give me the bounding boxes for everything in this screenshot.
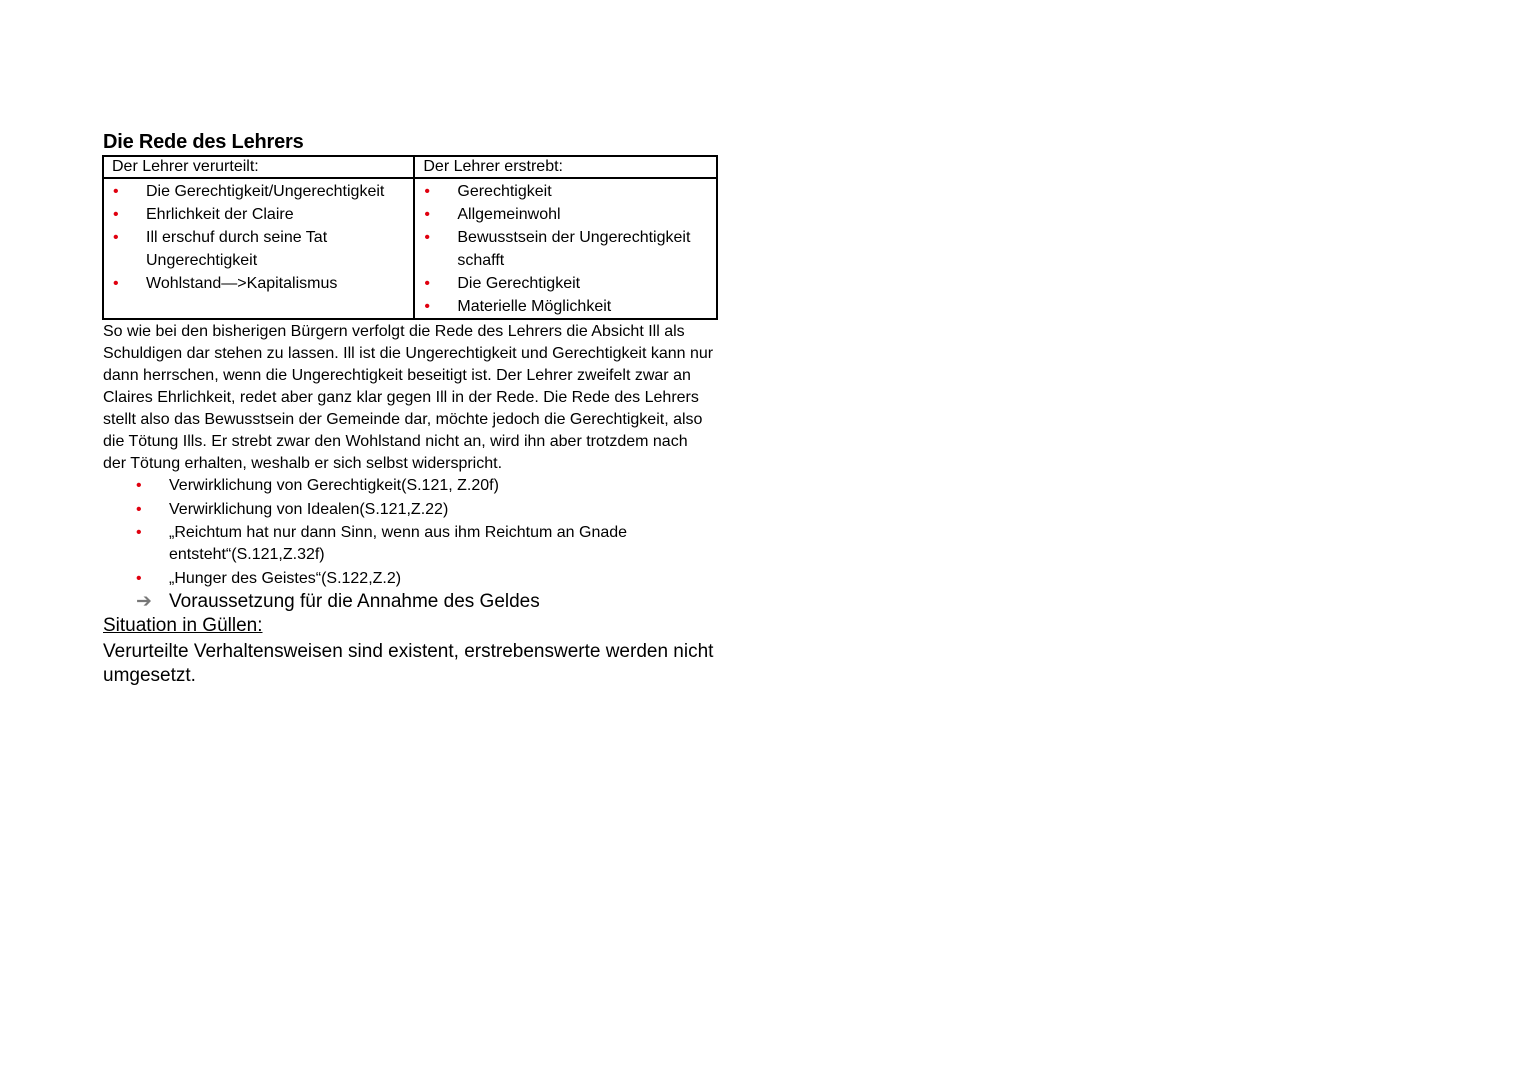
analysis-paragraph: So wie bei den bisherigen Bürgern verfolgt die Rede des Lehrers die Absicht Ill als Schuldigen dar stehen zu lassen. Ill ist die Ungerechtigkeit und Gerechtigkeit kann nur dann herrschen, wenn die Ungerechtigkeit beseitigt ist. Der Lehrer zweifelt zwar an Claires Ehrlichkeit, redet aber ganz klar gegen Ill in der Rede. Die Rede des Lehrers stellt also das Bewusstsein der Gemeinde dar, möchte jedoch die Gerechtigkeit, also die Tötung Ills. Er strebt zwar den Wohlstand nicht an, wird ihn aber trotzdem nach der Tötung erhalten, weshalb er sich selbst widerspricht. <box>103 323 714 472</box>
conclusion-text: Verurteilte Verhaltensweisen sind existent, erstrebenswerte werden nicht umgesetzt. <box>103 641 714 686</box>
quote-text: „Hunger des Geistes“(S.122,Z.2) <box>169 569 402 587</box>
list-item <box>415 203 716 226</box>
quote-text: Verwirklichung von Gerechtigkeit(S.121, Z.20f) <box>169 477 499 494</box>
table-header-condemns: Der Lehrer verurteilt: <box>103 156 414 178</box>
section-heading: Situation in Güllen: <box>103 615 263 636</box>
condemns-cell <box>103 178 414 319</box>
list-item <box>104 203 413 226</box>
strives-cell <box>414 178 717 319</box>
conclusion-arrow-line <box>103 590 723 614</box>
list-item-text: Wohlstand—>Kapitalismus <box>146 275 338 292</box>
quote-list-item <box>103 568 723 590</box>
condemns-list <box>104 179 413 295</box>
list-item <box>104 272 413 295</box>
list-item <box>415 295 716 318</box>
quote-list-item <box>103 475 723 497</box>
list-item-text: Ehrlichkeit der Claire <box>146 206 294 223</box>
table-body-row <box>103 178 717 319</box>
quote-text: „Reichtum hat nur dann Sinn, wenn aus ihm Reichtum an Gnade entsteht“(S.121,Z.32f) <box>169 524 628 563</box>
document-page <box>103 130 723 688</box>
bullet-icon: • <box>136 500 142 518</box>
list-item <box>415 226 716 272</box>
comparison-table <box>102 155 718 320</box>
arrow-right-icon: ➔ <box>136 591 152 612</box>
list-item <box>104 180 413 203</box>
bullet-icon: • <box>136 524 142 541</box>
arrow-line-text: Voraussetzung für die Annahme des Geldes <box>169 591 540 612</box>
bullet-icon: • <box>424 206 430 223</box>
bullet-icon: • <box>113 229 119 246</box>
list-item-text: Ill erschuf durch seine Tat Ungerechtigkeit <box>146 229 328 269</box>
quote-list-item <box>103 522 723 566</box>
bullet-icon: • <box>113 275 119 292</box>
quote-list-item <box>103 499 723 521</box>
list-item-text: Materielle Möglichkeit <box>457 298 612 315</box>
list-item <box>415 272 716 295</box>
page-title: Die Rede des Lehrers <box>103 131 304 153</box>
bullet-icon: • <box>113 183 119 200</box>
quote-text: Verwirklichung von Idealen(S.121,Z.22) <box>169 500 449 518</box>
quote-list <box>103 475 723 590</box>
bullet-icon: • <box>424 183 430 200</box>
bullet-icon: • <box>424 275 430 292</box>
table-header-row <box>103 156 717 178</box>
table-header-strives: Der Lehrer erstrebt: <box>414 156 717 178</box>
bullet-icon: • <box>424 229 430 246</box>
list-item-text: Gerechtigkeit <box>457 183 552 200</box>
bullet-icon: • <box>424 298 430 315</box>
list-item-text: Die Gerechtigkeit <box>457 275 581 292</box>
strives-list <box>415 179 716 318</box>
list-item-text: Allgemeinwohl <box>457 206 561 223</box>
bullet-icon: • <box>136 477 142 494</box>
list-item-text: Die Gerechtigkeit/Ungerechtigkeit <box>146 183 385 200</box>
list-item <box>104 226 413 272</box>
bullet-icon: • <box>113 206 119 223</box>
list-item-text: Bewusstsein der Ungerechtigkeit schafft <box>457 229 691 269</box>
bullet-icon: • <box>136 569 142 587</box>
list-item <box>415 180 716 203</box>
